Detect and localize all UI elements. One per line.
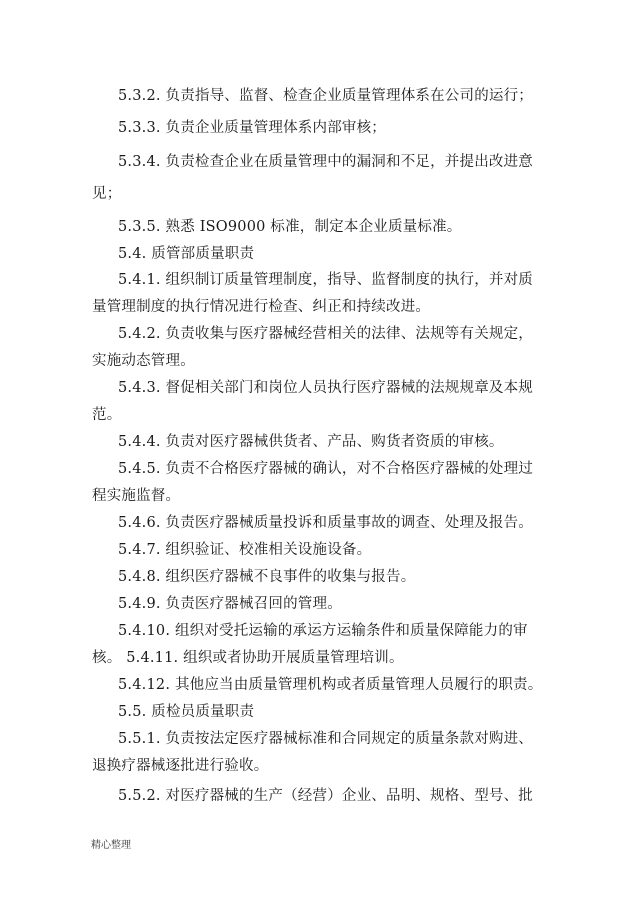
text-line: 5.4.6. 负责医疗器械质量投诉和质量事故的调查、处理及报告。 bbox=[118, 515, 534, 531]
text-line: 程实施监督。 bbox=[92, 488, 181, 504]
text-line: 实施动态管理。 bbox=[92, 353, 195, 369]
text-line: 5.4. 质管部质量职责 bbox=[118, 246, 255, 262]
text-line: 5.4.5. 负责不合格医疗器械的确认，对不合格医疗器械的处理过 bbox=[118, 461, 534, 477]
text-line: 5.4.9. 负责医疗器械召回的管理。 bbox=[118, 596, 342, 612]
text-line: 5.4.10. 组织对受托运输的承运方运输条件和质量保障能力的审 bbox=[118, 623, 528, 639]
text-line: 5.4.3. 督促相关部门和岗位人员执行医疗器械的法规规章及本规 bbox=[118, 380, 534, 396]
text-line: 5.5. 质检员质量职责 bbox=[118, 704, 255, 720]
text-line: 范。 bbox=[92, 407, 122, 423]
text-line: 5.5.2. 对医疗器械的生产（经营）企业、品明、规格、型号、批 bbox=[118, 788, 534, 804]
text-line: 5.4.12. 其他应当由质量管理机构或者质量管理人员履行的职责。 bbox=[118, 677, 543, 693]
text-line: 5.4.2. 负责收集与医疗器械经营相关的法律、法规等有关规定， bbox=[118, 326, 534, 342]
text-line: 5.3.2. 负责指导、监督、检查企业质量管理体系在公司的运行； bbox=[118, 88, 534, 104]
text-line: 见； bbox=[92, 186, 122, 202]
text-line: 5.3.3. 负责企业质量管理体系内部审核； bbox=[118, 120, 387, 136]
text-line: 量管理制度的执行情况进行检查、纠正和持续改进。 bbox=[92, 299, 431, 315]
text-line: 5.4.7. 组织验证、校准相关设施设备。 bbox=[118, 542, 372, 558]
text-line: 5.4.4. 负责对医疗器械供货者、产品、购货者资质的审核。 bbox=[118, 434, 504, 450]
text-line: 核。 5.4.11. 组织或者协助开展质量管理培训。 bbox=[92, 650, 404, 666]
text-line: 5.3.4. 负责检查企业在质量管理中的漏洞和不足，并提出改进意 bbox=[118, 154, 534, 170]
text-line: 5.4.1. 组织制订质量管理制度，指导、监督制度的执行，并对质 bbox=[118, 272, 534, 288]
text-line: 5.5.1. 负责按法定医疗器械标准和合同规定的质量条款对购进、 bbox=[118, 731, 534, 747]
text-line: 5.3.5. 熟悉 ISO9000 标准，制定本企业质量标准。 bbox=[118, 219, 462, 235]
text-line: 退换疗器械逐批进行验收。 bbox=[92, 758, 269, 774]
text-line: 5.4.8. 组织医疗器械不良事件的收集与报告。 bbox=[118, 569, 416, 585]
footer-text: 精心整理 bbox=[91, 840, 131, 851]
